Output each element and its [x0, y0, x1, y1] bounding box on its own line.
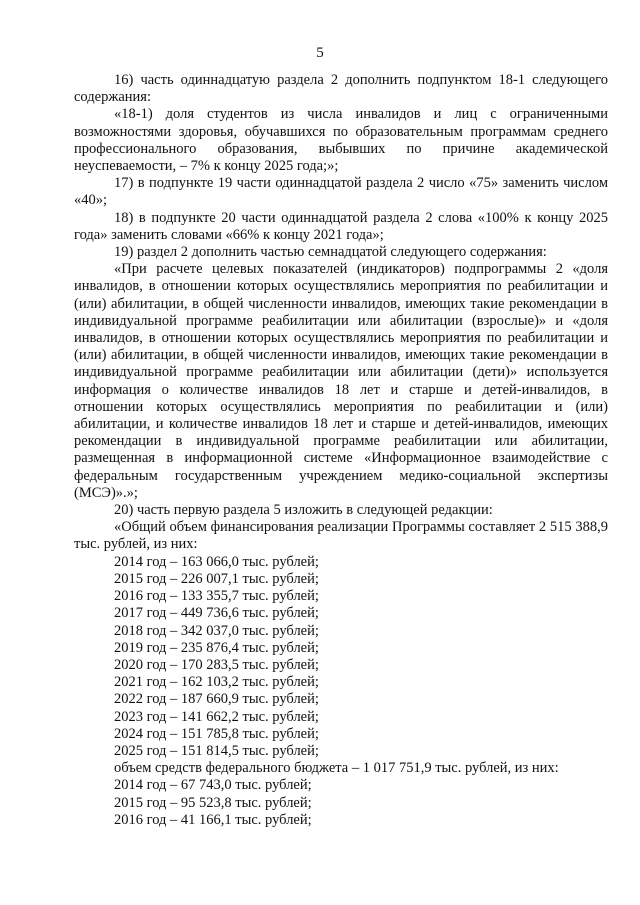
page-number: 5	[316, 45, 324, 61]
funding-line: 2016 год – 133 355,7 тыс. рублей;	[114, 588, 319, 605]
document-paragraph: «При расчете целевых показателей (индикаторов) подпрограммы 2 «доля инвалидов, в отношении которых осуществлялись мероприятия по реабилитации и (или) абилитации, в общей численности инвалидов, имеющих такие рекомендации в индивидуальной программе реабилитации или абилитации (взрослые)» и «доля инвалидов, в отношении которых осуществлялись мероприятия по реабилитации и (или) абилитации, в общей численности инвалидов, имеющих такие рекомендации в индивидуальной программе реабилитации или абилитации (дети)» используется информация о количестве инвалидов 18 лет и старше и детей-инвалидов, в отношении которых осуществлялись мероприятия по реабилитации и (или) абилитации, и количестве инвалидов 18 лет и старше и детей-инвалидов, имеющих рекомендации в индивидуальной программе реабилитации или абилитации, размещенная в информационной системе «Информационное взаимодействие с федеральным государственным учреждением медико-социальной экспертизы (МСЭ)».»;	[74, 261, 608, 501]
funding-line: объем средств федерального бюджета – 1 017 751,9 тыс. рублей, из них:	[114, 760, 559, 777]
funding-line: 2023 год – 141 662,2 тыс. рублей;	[114, 708, 319, 725]
funding-line: 2024 год – 151 785,8 тыс. рублей;	[114, 725, 319, 742]
funding-line: 2019 год – 235 876,4 тыс. рублей;	[114, 639, 319, 656]
document-paragraph: «18-1) доля студентов из числа инвалидов и лиц с ограниченными возможностями здоровья, обучавшихся по образовательным программам среднего профессионального образования, выбывших по причине академической неуспеваемости, – 7% к концу 2025 года;»;	[74, 106, 608, 175]
funding-line: 2015 год – 226 007,1 тыс. рублей;	[114, 570, 319, 587]
document-paragraph: 16) часть одиннадцатую раздела 2 дополнить подпунктом 18-1 следующего содержания:	[74, 72, 608, 106]
funding-line: 2016 год – 41 166,1 тыс. рублей;	[114, 811, 312, 828]
funding-line: 2022 год – 187 660,9 тыс. рублей;	[114, 691, 319, 708]
funding-line: 2015 год – 95 523,8 тыс. рублей;	[114, 794, 312, 811]
document-body	[74, 72, 608, 829]
document-paragraph: 20) часть первую раздела 5 изложить в следующей редакции:	[114, 502, 493, 519]
funding-line: 2018 год – 342 037,0 тыс. рублей;	[114, 622, 319, 639]
funding-line: 2020 год – 170 283,5 тыс. рублей;	[114, 656, 319, 673]
funding-line: 2017 год – 449 736,6 тыс. рублей;	[114, 605, 319, 622]
document-paragraph: 18) в подпункте 20 части одиннадцатой раздела 2 слова «100% к концу 2025 года» заменить словами «66% к концу 2021 года»;	[74, 209, 608, 243]
document-paragraph: «Общий объем финансирования реализации Программы составляет 2 515 388,9 тыс. рублей, из них:	[74, 519, 608, 553]
funding-line: 2014 год – 163 066,0 тыс. рублей;	[114, 553, 319, 570]
funding-line: 2025 год – 151 814,5 тыс. рублей;	[114, 742, 319, 759]
funding-line: 2014 год – 67 743,0 тыс. рублей;	[114, 777, 312, 794]
document-paragraph: 19) раздел 2 дополнить частью семнадцатой следующего содержания:	[114, 244, 547, 261]
document-paragraph: 17) в подпункте 19 части одиннадцатой раздела 2 число «75» заменить числом «40»;	[74, 175, 608, 209]
funding-line: 2021 год – 162 103,2 тыс. рублей;	[114, 674, 319, 691]
